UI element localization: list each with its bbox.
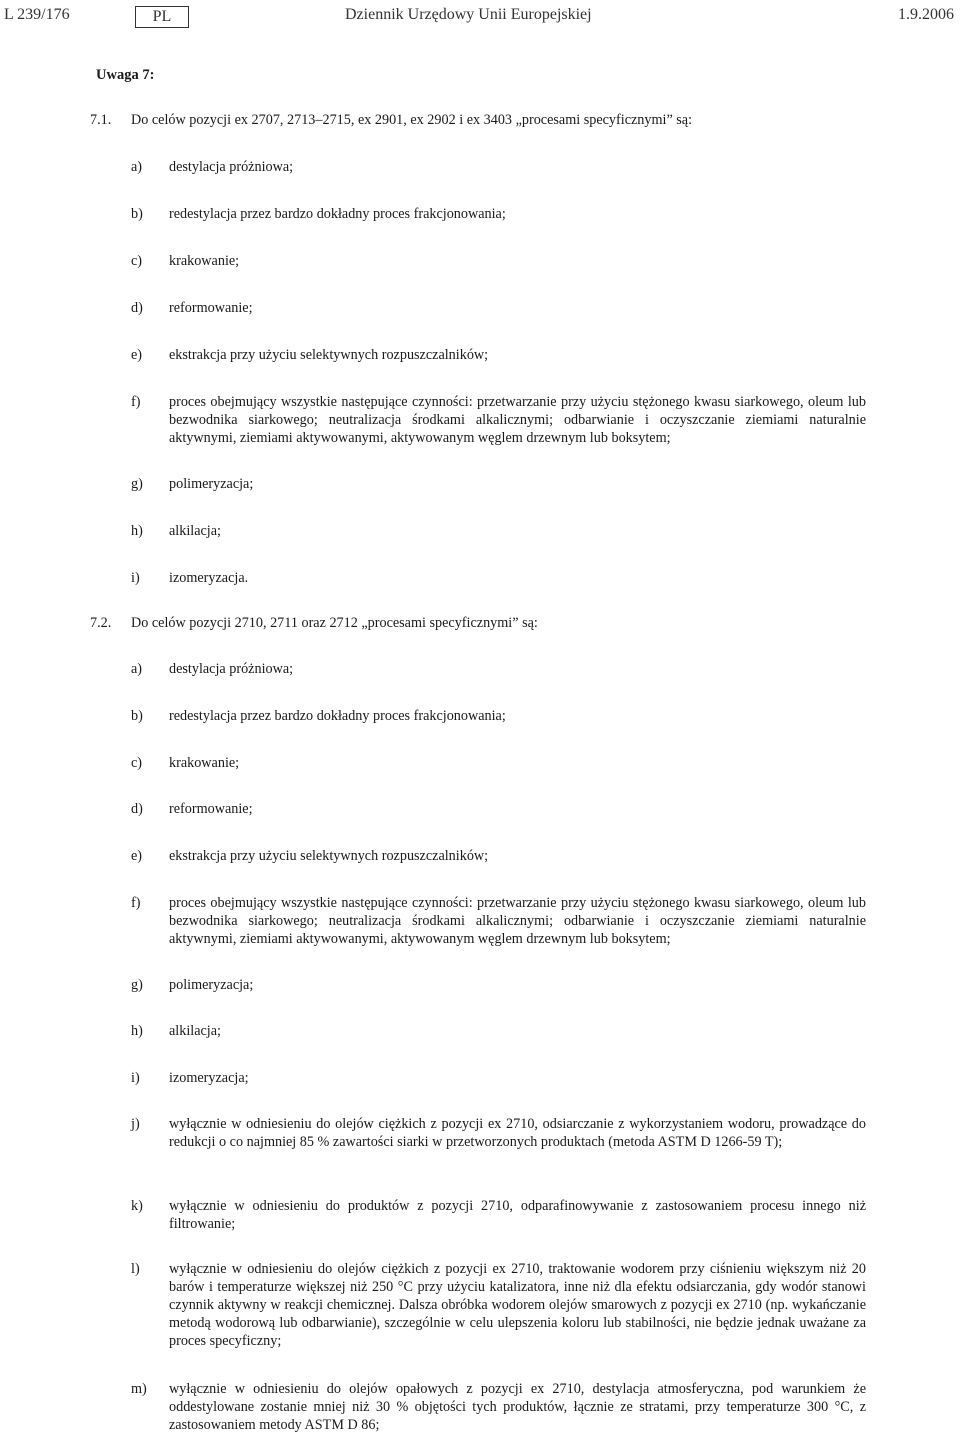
item-text: redestylacja przez bardzo dokładny proces frakcjonowania; xyxy=(169,708,506,724)
page-reference: L 239/176 xyxy=(4,6,70,23)
item-text: ekstrakcja przy użyciu selektywnych rozpuszczalników; xyxy=(169,848,489,864)
item-text: destylacja próżniowa; xyxy=(169,159,294,175)
item-label: e) xyxy=(131,347,143,363)
item-text: krakowanie; xyxy=(169,755,240,771)
item-label: d) xyxy=(131,300,143,316)
item-text: wyłącznie w odniesieniu do olejów ciężkich z pozycji ex 2710, traktowanie wodorem przy ciśnieniu większym niż 20 barów i temperaturze większej niż 250 °C przy użyciu katalizatora, inne niż dla efektu odsiarczania, gdy wodór stanowi czynnik aktywny w reakcji chemicznej. Dalsza obróbka wodorem olejów smarowych z pozycji ex 2710 (np. wykańczanie metodą wodorową lub odbarwianie), szczególnie w celu ulepszenia koloru lub stabilności, nie będzie jednak uważane za proces specyficzny; xyxy=(169,1261,866,1349)
item-text: destylacja próżniowa; xyxy=(169,661,294,677)
item-text: alkilacja; xyxy=(169,523,221,539)
section-intro: Do celów pozycji 2710, 2711 oraz 2712 „procesami specyficznymi” są: xyxy=(131,615,538,631)
item-text: krakowanie; xyxy=(169,253,240,269)
item-label: m) xyxy=(131,1381,147,1397)
item-label: e) xyxy=(131,848,143,864)
section-intro: Do celów pozycji ex 2707, 2713–2715, ex 2901, ex 2902 i ex 3403 „procesami specyficznymi” są: xyxy=(131,112,693,128)
section-7-2 xyxy=(90,614,870,1433)
item-label: a) xyxy=(131,159,143,175)
journal-title: Dziennik Urzędowy Unii Europejskiej xyxy=(345,6,592,23)
item-label: j) xyxy=(131,1116,140,1132)
item-text: izomeryzacja. xyxy=(169,570,249,586)
item-label: f) xyxy=(131,895,141,911)
item-text: alkilacja; xyxy=(169,1023,221,1039)
item-label: f) xyxy=(131,394,141,410)
page-header xyxy=(0,4,960,28)
item-text: wyłącznie w odniesieniu do olejów opałowych z pozycji ex 2710, destylacja atmosferyczna, pod warunkiem że oddestylowane zostanie mniej niż 30 % objętości tych produktów, łącznie ze stratami, przy temperaturze 300 °C, z zastosowaniem metody ASTM D 86; xyxy=(169,1381,866,1433)
item-label: b) xyxy=(131,206,143,222)
section-7-1 xyxy=(90,111,870,586)
section-number: 7.1. xyxy=(90,112,112,128)
item-text: redestylacja przez bardzo dokładny proces frakcjonowania; xyxy=(169,206,506,222)
item-text: proces obejmujący wszystkie następujące czynności: przetwarzanie przy użyciu stężonego kwasu siarkowego, oleum lub bezwodnika siarkowego; neutralizacja środkami alkalicznymi; odbarwianie i oczyszczanie ziemiami naturalnie aktywnymi, ziemiami aktywowanymi, aktywowanym węglem drzewnym lub boksytem; xyxy=(169,895,866,947)
item-label: i) xyxy=(131,570,140,586)
item-label: c) xyxy=(131,755,143,771)
note-title: Uwaga 7: xyxy=(96,67,155,83)
item-text: wyłącznie w odniesieniu do olejów ciężkich z pozycji ex 2710, odsiarczanie z wykorzystaniem wodoru, prowadzące do redukcji o co najmniej 85 % zawartości siarki w przetworzonych produktach (metoda ASTM D 1266-59 T); xyxy=(169,1116,866,1150)
item-label: g) xyxy=(131,977,143,993)
item-label: k) xyxy=(131,1198,143,1214)
item-label: a) xyxy=(131,661,143,677)
item-text: proces obejmujący wszystkie następujące czynności: przetwarzanie przy użyciu stężonego kwasu siarkowego, oleum lub bezwodnika siarkowego; neutralizacja środkami alkalicznymi; odbarwianie i oczyszczanie ziemiami naturalnie aktywnymi, ziemiami aktywowanymi, aktywowanym węglem drzewnym lub boksytem; xyxy=(169,394,866,446)
item-label: d) xyxy=(131,801,143,817)
item-text: reformowanie; xyxy=(169,801,253,817)
item-text: polimeryzacja; xyxy=(169,476,254,492)
item-label: l) xyxy=(131,1261,140,1277)
item-label: b) xyxy=(131,708,143,724)
item-text: polimeryzacja; xyxy=(169,977,254,993)
item-text: reformowanie; xyxy=(169,300,253,316)
language-box: PL xyxy=(135,6,189,28)
item-label: i) xyxy=(131,1070,140,1086)
item-label: h) xyxy=(131,523,143,539)
item-text: izomeryzacja; xyxy=(169,1070,249,1086)
item-label: h) xyxy=(131,1023,143,1039)
item-text: wyłącznie w odniesieniu do produktów z pozycji 2710, odparafinowywanie z zastosowaniem procesu innego niż filtrowanie; xyxy=(169,1198,866,1232)
item-label: c) xyxy=(131,253,143,269)
item-label: g) xyxy=(131,476,143,492)
item-text: ekstrakcja przy użyciu selektywnych rozpuszczalników; xyxy=(169,347,489,363)
section-number: 7.2. xyxy=(90,615,112,631)
publication-date: 1.9.2006 xyxy=(898,6,954,23)
